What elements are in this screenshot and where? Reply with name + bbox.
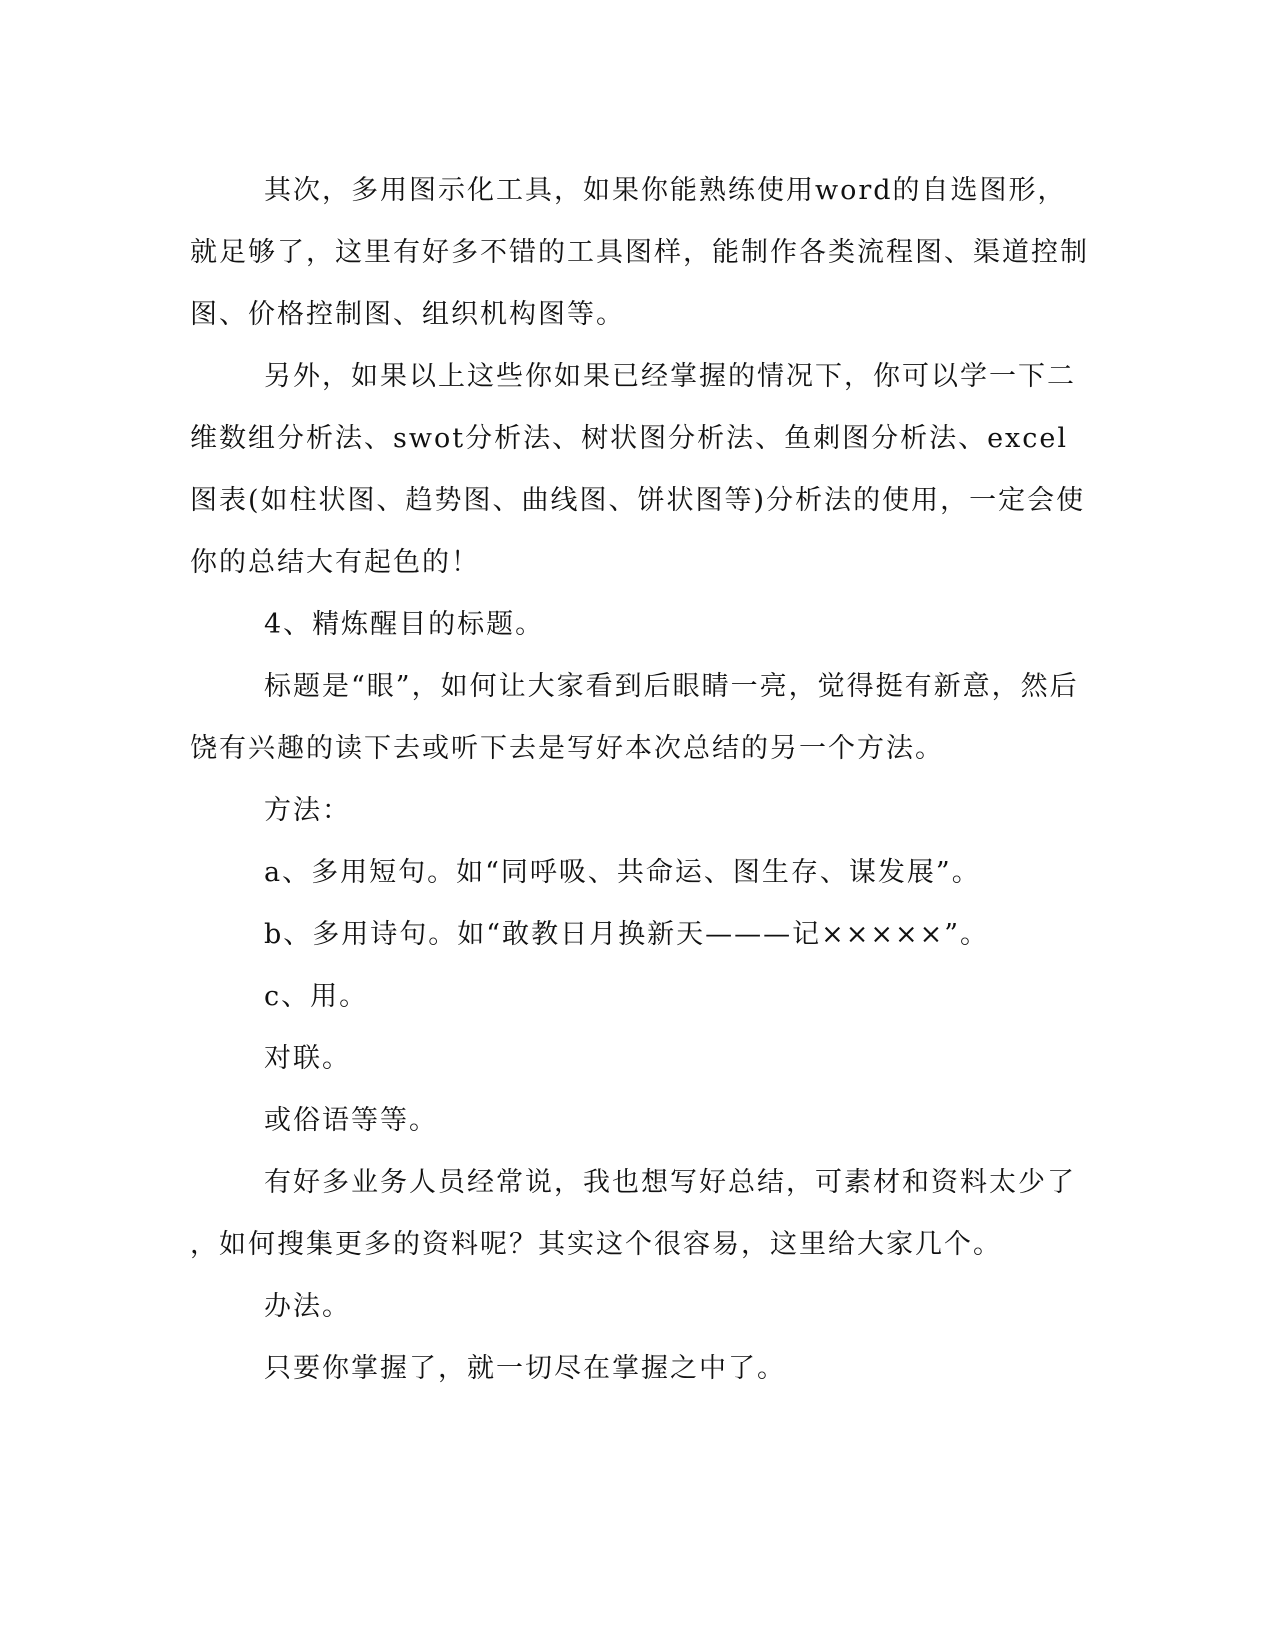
paragraph-analysis-methods: 另外，如果以上这些你如果已经掌握的情况下，你可以学一下二维数组分析法、swot分析法、树状图分析法、鱼刺图分析法、excel图表(如柱状图、趋势图、曲线图、饼状图等)分析法的使用，一定会使你的总结大有起色的！ xyxy=(190,361,1086,578)
paragraph-materials-line2: ，如何搜集更多的资料呢？其实这个很容易，这里给大家几个。 xyxy=(190,1229,1002,1260)
paragraph-closing: 只要你掌握了，就一切尽在掌握之中了。 xyxy=(264,1353,786,1384)
document-body xyxy=(190,160,1090,1400)
paragraph-title-importance: 标题是“眼”，如何让大家看到后眼睛一亮，觉得挺有新意，然后饶有兴趣的读下去或听下去是写好本次总结的另一个方法。 xyxy=(190,671,1079,764)
list-item-a: a、多用短句。如“同呼吸、共命运、图生存、谋发展”。 xyxy=(264,857,981,888)
paragraph-proverb: 或俗语等等。 xyxy=(264,1105,438,1136)
paragraph-couplet: 对联。 xyxy=(264,1043,351,1074)
paragraph-heading-4: 4、精炼醒目的标题。 xyxy=(264,609,545,640)
list-item-c: c、用。 xyxy=(264,981,369,1012)
list-item-b: b、多用诗句。如“敢教日月换新天———记×××××”。 xyxy=(264,919,990,950)
paragraph-materials-line1: 有好多业务人员经常说，我也想写好总结，可素材和资料太少了 xyxy=(264,1167,1076,1198)
paragraph-methods-label: 方法： xyxy=(264,795,351,826)
paragraph-methods-word: 办法。 xyxy=(264,1291,351,1322)
paragraph-diagram-tools: 其次，多用图示化工具，如果你能熟练使用word的自选图形，就足够了，这里有好多不错的工具图样，能制作各类流程图、渠道控制图、价格控制图、组织机构图等。 xyxy=(190,175,1089,330)
